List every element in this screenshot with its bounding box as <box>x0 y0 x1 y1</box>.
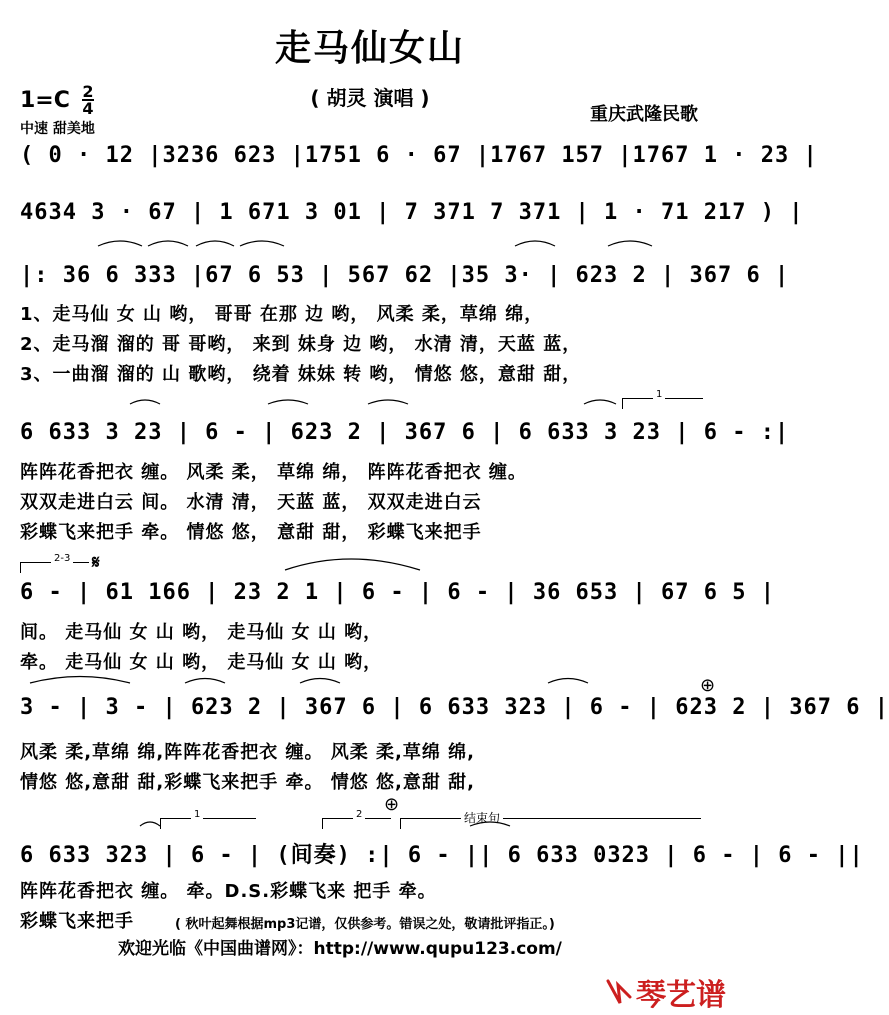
transcriber-note: ( 秋叶起舞根据mp3记谱，仅供参考。错误之处，敬请批评指正。) <box>175 917 555 932</box>
volta-2-label: 2 <box>353 809 365 820</box>
score-intro-line-1: ( 0 · 12 |3236 623 |1751 6 · 67 |1767 157 |1767 1 · 23 | <box>20 143 818 168</box>
line-2-lyric-1: 阵阵花香把衣 缠。 风柔 柔， 草绵 绵， 阵阵花香把衣 缠。 <box>20 462 527 483</box>
volta-1-label: 1 <box>653 389 665 400</box>
score-line-4-notes: 3 - | 3 - | 623 2 | 367 6 | 6 633 323 | 6 - | 623 2 | 367 6 | <box>20 695 889 720</box>
score-line-2-notes: 6 633 3 23 | 6 - | 623 2 | 367 6 | 6 633 3 23 | 6 - :| <box>20 420 790 445</box>
segno-icon: 𝄋 <box>92 552 100 573</box>
site-footer: 欢迎光临《中国曲谱网》：http://www.qupu123.com/ <box>118 939 562 959</box>
ending-label: 结束句 <box>461 809 503 826</box>
line-5-lyric-2: 彩蝶飞来把手 <box>20 911 134 932</box>
key-signature: 1=C <box>20 88 70 113</box>
volta-1-bracket-2 <box>160 809 256 829</box>
volta-1-label-2: 1 <box>191 809 203 820</box>
line-3-lyric-2: 牵。 走马仙 女 山 哟， 走马仙 女 山 哟， <box>20 652 383 673</box>
logo-mark-icon <box>604 977 634 1007</box>
song-title: 走马仙女山 <box>274 28 465 69</box>
verse-lyric-1: 1、走马仙 女 山 哟， 哥哥 在那 边 哟， 风柔 柔，草绵 绵， <box>20 304 544 325</box>
song-origin: 重庆武隆民歌 <box>590 104 698 125</box>
ending-bracket <box>400 811 701 829</box>
volta-1-bracket <box>622 389 703 409</box>
line-5-lyric-1: 阵阵花香把衣 缠。 牵。D.S.彩蝶飞来 把手 牵。 <box>20 881 437 902</box>
score-line-3-notes: 6 - | 61 166 | 23 2 1 | 6 - | 6 - | 36 653 | 67 6 5 | <box>20 580 775 605</box>
time-top: 2 <box>82 82 94 101</box>
line-4-lyric-2: 情悠 悠,意甜 甜,彩蝶飞来把手 牵。 情悠 悠,意甜 甜, <box>20 772 475 793</box>
score-line-5-notes: 6 633 323 | 6 - | (间奏) :| 6 - || 6 633 0323 | 6 - | 6 - || <box>20 843 864 868</box>
line-2-lyric-2: 双双走进白云 间。 水清 清， 天蓝 蓝， 双双走进白云 <box>20 492 482 513</box>
performer-subtitle: ( 胡灵 演唱 ) <box>310 86 430 110</box>
coda-icon-2: ⊕ <box>384 794 400 815</box>
time-signature <box>82 84 94 116</box>
volta-2-bracket <box>322 809 391 829</box>
volta-23-bracket <box>20 553 89 573</box>
score-intro-line-2: 4634 3 · 67 | 1 671 3 01 | 7 371 7 371 | 1 · 71 217 ) | <box>20 200 804 225</box>
coda-icon: ⊕ <box>700 675 716 696</box>
line-2-lyric-3: 彩蝶飞来把手 牵。 情悠 悠， 意甜 甜， 彩蝶飞来把手 <box>20 522 482 543</box>
time-bottom: 4 <box>82 99 94 118</box>
tempo-marking: 中速 甜美地 <box>20 121 95 137</box>
volta-23-label: 2-3 <box>51 553 73 564</box>
verse-lyric-2: 2、走马溜 溜的 哥 哥哟， 来到 妹身 边 哟， 水清 清，天蓝 蓝， <box>20 334 582 355</box>
line-4-lyric-1: 风柔 柔,草绵 绵,阵阵花香把衣 缠。 风柔 柔,草绵 绵, <box>20 742 475 763</box>
verse-lyric-3: 3、一曲溜 溜的 山 歌哟， 绕着 妹妹 转 哟， 情悠 悠，意甜 甜， <box>20 364 582 385</box>
logo-text: 琴艺谱 <box>636 978 726 1013</box>
site-logo <box>604 970 726 1014</box>
score-verse-notes: |: 36 6 333 |67 6 53 | 567 62 |35 3· | 623 2 | 367 6 | <box>20 263 790 288</box>
line-3-lyric-1: 间。 走马仙 女 山 哟， 走马仙 女 山 哟， <box>20 622 383 643</box>
